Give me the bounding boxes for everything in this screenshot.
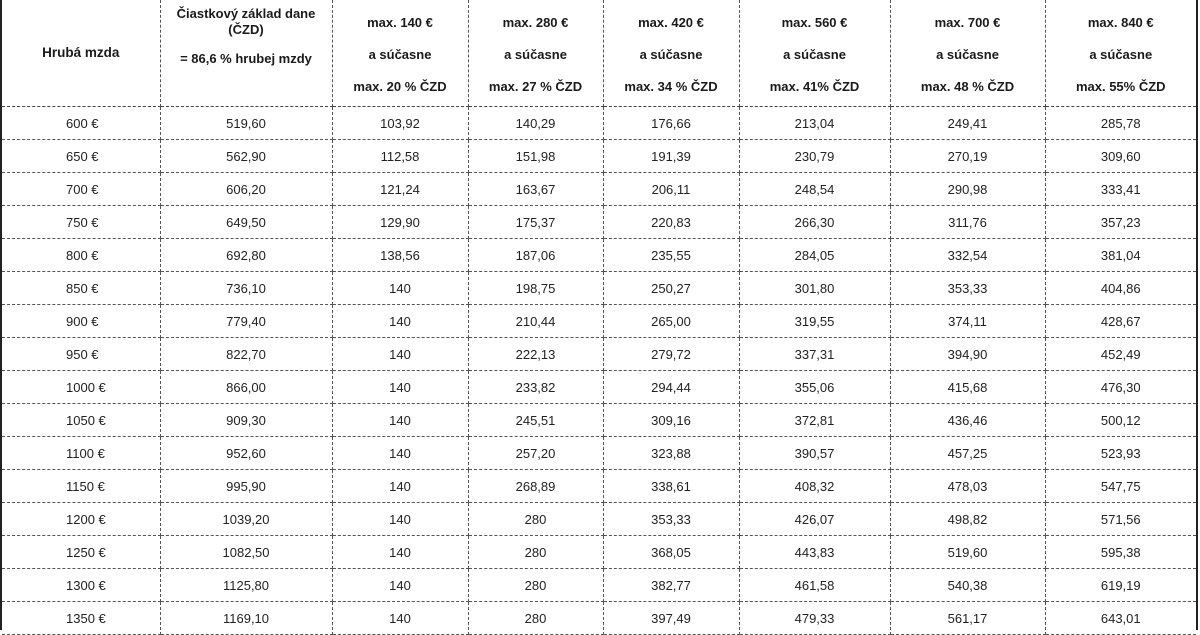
table-row xyxy=(2,569,1196,602)
cell-value: 191,39 xyxy=(603,140,739,173)
header-limit-2 xyxy=(468,0,603,107)
cell-gross-wage: 1150 € xyxy=(2,470,160,503)
cell-value: 198,75 xyxy=(468,272,603,305)
cell-gross-wage: 900 € xyxy=(2,305,160,338)
cell-value: 206,11 xyxy=(603,173,739,206)
cell-value: 140 xyxy=(332,371,468,404)
table-row xyxy=(2,272,1196,305)
cell-gross-wage: 1000 € xyxy=(2,371,160,404)
header-limit-max: max. 560 € xyxy=(781,15,848,30)
cell-value: 333,41 xyxy=(1045,173,1196,206)
table-row xyxy=(2,140,1196,173)
cell-value: 250,27 xyxy=(603,272,739,305)
cell-partial-tax-base: 909,30 xyxy=(160,404,332,437)
cell-partial-tax-base: 995,90 xyxy=(160,470,332,503)
cell-value: 498,82 xyxy=(890,503,1045,536)
header-limit-and: a súčasne xyxy=(936,47,999,63)
cell-value: 176,66 xyxy=(603,107,739,140)
cell-gross-wage: 1300 € xyxy=(2,569,160,602)
table-row xyxy=(2,404,1196,437)
cell-value: 140,29 xyxy=(468,107,603,140)
cell-value: 268,89 xyxy=(468,470,603,503)
cell-value: 368,05 xyxy=(603,536,739,569)
cell-value: 213,04 xyxy=(739,107,890,140)
cell-value: 309,16 xyxy=(603,404,739,437)
cell-value: 561,17 xyxy=(890,602,1045,635)
cell-partial-tax-base: 1039,20 xyxy=(160,503,332,536)
cell-value: 140 xyxy=(332,569,468,602)
header-gross-wage: Hrubá mzda xyxy=(2,0,160,107)
header-limit-and: a súčasne xyxy=(783,47,846,63)
table-row xyxy=(2,305,1196,338)
cell-value: 301,80 xyxy=(739,272,890,305)
cell-value: 140 xyxy=(332,503,468,536)
cell-value: 280 xyxy=(468,536,603,569)
cell-value: 235,55 xyxy=(603,239,739,272)
cell-gross-wage: 1050 € xyxy=(2,404,160,437)
cell-value: 257,20 xyxy=(468,437,603,470)
cell-value: 355,06 xyxy=(739,371,890,404)
cell-value: 332,54 xyxy=(890,239,1045,272)
cell-value: 140 xyxy=(332,272,468,305)
cell-value: 479,33 xyxy=(739,602,890,635)
cell-value: 374,11 xyxy=(890,305,1045,338)
cell-gross-wage: 1250 € xyxy=(2,536,160,569)
table-row xyxy=(2,536,1196,569)
cell-value: 353,33 xyxy=(603,503,739,536)
cell-value: 187,06 xyxy=(468,239,603,272)
cell-value: 619,19 xyxy=(1045,569,1196,602)
cell-value: 249,41 xyxy=(890,107,1045,140)
cell-value: 476,30 xyxy=(1045,371,1196,404)
table-row xyxy=(2,503,1196,536)
cell-partial-tax-base: 736,10 xyxy=(160,272,332,305)
cell-partial-tax-base: 1169,10 xyxy=(160,602,332,635)
cell-partial-tax-base: 866,00 xyxy=(160,371,332,404)
header-limit-pct: max. 55% ČZD xyxy=(1075,79,1166,95)
header-limit-and: a súčasne xyxy=(368,47,432,63)
cell-value: 390,57 xyxy=(739,437,890,470)
header-limit-5 xyxy=(890,0,1045,107)
table-row xyxy=(2,338,1196,371)
cell-value: 571,56 xyxy=(1045,503,1196,536)
cell-value: 408,32 xyxy=(739,470,890,503)
cell-value: 151,98 xyxy=(468,140,603,173)
cell-value: 457,25 xyxy=(890,437,1045,470)
cell-value: 230,79 xyxy=(739,140,890,173)
cell-value: 290,98 xyxy=(890,173,1045,206)
cell-value: 595,38 xyxy=(1045,536,1196,569)
cell-partial-tax-base: 649,50 xyxy=(160,206,332,239)
cell-value: 319,55 xyxy=(739,305,890,338)
cell-value: 280 xyxy=(468,503,603,536)
cell-gross-wage: 600 € xyxy=(2,107,160,140)
cell-partial-tax-base: 779,40 xyxy=(160,305,332,338)
cell-value: 112,58 xyxy=(332,140,468,173)
cell-value: 443,83 xyxy=(739,536,890,569)
cell-gross-wage: 750 € xyxy=(2,206,160,239)
cell-value: 309,60 xyxy=(1045,140,1196,173)
cell-value: 519,60 xyxy=(890,536,1045,569)
table-row xyxy=(2,437,1196,470)
header-limit-pct: max. 48 % ČZD xyxy=(920,79,1015,95)
cell-value: 175,37 xyxy=(468,206,603,239)
table-row xyxy=(2,239,1196,272)
cell-value: 140 xyxy=(332,338,468,371)
header-limit-max: max. 700 € xyxy=(934,15,1001,30)
cell-value: 140 xyxy=(332,470,468,503)
cell-partial-tax-base: 519,60 xyxy=(160,107,332,140)
header-partial-tax-base xyxy=(160,0,332,107)
cell-value: 643,01 xyxy=(1045,602,1196,635)
cell-value: 372,81 xyxy=(739,404,890,437)
table-row xyxy=(2,173,1196,206)
cell-value: 285,78 xyxy=(1045,107,1196,140)
cell-value: 265,00 xyxy=(603,305,739,338)
cell-value: 478,03 xyxy=(890,470,1045,503)
header-czd-abbr: (ČZD) xyxy=(228,21,264,37)
cell-gross-wage: 1350 € xyxy=(2,602,160,635)
cell-partial-tax-base: 952,60 xyxy=(160,437,332,470)
header-limit-4 xyxy=(739,0,890,107)
header-limit-max: max. 280 € xyxy=(502,15,569,30)
cell-value: 138,56 xyxy=(332,239,468,272)
header-limit-1 xyxy=(332,0,468,107)
cell-gross-wage: 950 € xyxy=(2,338,160,371)
cell-value: 280 xyxy=(468,569,603,602)
cell-value: 220,83 xyxy=(603,206,739,239)
cell-value: 428,67 xyxy=(1045,305,1196,338)
cell-value: 338,61 xyxy=(603,470,739,503)
table-row xyxy=(2,206,1196,239)
header-limit-and: a súčasne xyxy=(1089,47,1153,63)
cell-value: 121,24 xyxy=(332,173,468,206)
cell-value: 270,19 xyxy=(890,140,1045,173)
cell-value: 311,76 xyxy=(890,206,1045,239)
cell-value: 140 xyxy=(332,437,468,470)
cell-value: 163,67 xyxy=(468,173,603,206)
cell-value: 452,49 xyxy=(1045,338,1196,371)
cell-value: 415,68 xyxy=(890,371,1045,404)
cell-partial-tax-base: 606,20 xyxy=(160,173,332,206)
table-row xyxy=(2,470,1196,503)
cell-value: 140 xyxy=(332,602,468,635)
cell-value: 426,07 xyxy=(739,503,890,536)
cell-partial-tax-base: 562,90 xyxy=(160,140,332,173)
cell-value: 140 xyxy=(332,404,468,437)
cell-value: 337,31 xyxy=(739,338,890,371)
cell-value: 382,77 xyxy=(603,569,739,602)
cell-value: 129,90 xyxy=(332,206,468,239)
cell-gross-wage: 1200 € xyxy=(2,503,160,536)
header-limit-and: a súčasne xyxy=(639,47,703,63)
cell-value: 210,44 xyxy=(468,305,603,338)
cell-value: 357,23 xyxy=(1045,206,1196,239)
cell-value: 500,12 xyxy=(1045,404,1196,437)
cell-partial-tax-base: 1125,80 xyxy=(160,569,332,602)
header-limit-max: max. 420 € xyxy=(638,15,704,30)
cell-gross-wage: 700 € xyxy=(2,173,160,206)
header-limit-max: max. 140 € xyxy=(367,15,433,30)
cell-value: 397,49 xyxy=(603,602,739,635)
cell-gross-wage: 800 € xyxy=(2,239,160,272)
cell-value: 248,54 xyxy=(739,173,890,206)
cell-value: 280 xyxy=(468,602,603,635)
cell-value: 436,46 xyxy=(890,404,1045,437)
header-limit-pct: max. 34 % ČZD xyxy=(624,79,718,95)
cell-value: 394,90 xyxy=(890,338,1045,371)
cell-value: 140 xyxy=(332,536,468,569)
cell-value: 323,88 xyxy=(603,437,739,470)
header-limit-3 xyxy=(603,0,739,107)
cell-partial-tax-base: 692,80 xyxy=(160,239,332,272)
header-limit-6 xyxy=(1045,0,1196,107)
cell-value: 140 xyxy=(332,305,468,338)
cell-value: 547,75 xyxy=(1045,470,1196,503)
cell-gross-wage: 650 € xyxy=(2,140,160,173)
table-row xyxy=(2,371,1196,404)
cell-value: 404,86 xyxy=(1045,272,1196,305)
cell-value: 103,92 xyxy=(332,107,468,140)
cell-value: 233,82 xyxy=(468,371,603,404)
cell-partial-tax-base: 822,70 xyxy=(160,338,332,371)
cell-value: 245,51 xyxy=(468,404,603,437)
cell-value: 540,38 xyxy=(890,569,1045,602)
cell-value: 284,05 xyxy=(739,239,890,272)
header-limit-pct: max. 27 % ČZD xyxy=(488,79,583,95)
header-limit-pct: max. 20 % ČZD xyxy=(353,79,447,95)
cell-value: 523,93 xyxy=(1045,437,1196,470)
tax-bonus-table xyxy=(2,0,1196,635)
table-row xyxy=(2,107,1196,140)
cell-gross-wage: 850 € xyxy=(2,272,160,305)
cell-value: 266,30 xyxy=(739,206,890,239)
header-czd-title: Čiastkový základ dane xyxy=(176,6,316,21)
cell-value: 353,33 xyxy=(890,272,1045,305)
cell-partial-tax-base: 1082,50 xyxy=(160,536,332,569)
cell-value: 461,58 xyxy=(739,569,890,602)
cell-value: 381,04 xyxy=(1045,239,1196,272)
cell-value: 222,13 xyxy=(468,338,603,371)
header-row xyxy=(2,0,1196,107)
cell-value: 294,44 xyxy=(603,371,739,404)
cell-value: 279,72 xyxy=(603,338,739,371)
header-czd-formula: = 86,6 % hrubej mzdy xyxy=(180,51,312,67)
header-limit-and: a súčasne xyxy=(504,47,567,63)
cell-gross-wage: 1100 € xyxy=(2,437,160,470)
header-limit-pct: max. 41% ČZD xyxy=(769,79,860,95)
header-limit-max: max. 840 € xyxy=(1087,15,1154,30)
